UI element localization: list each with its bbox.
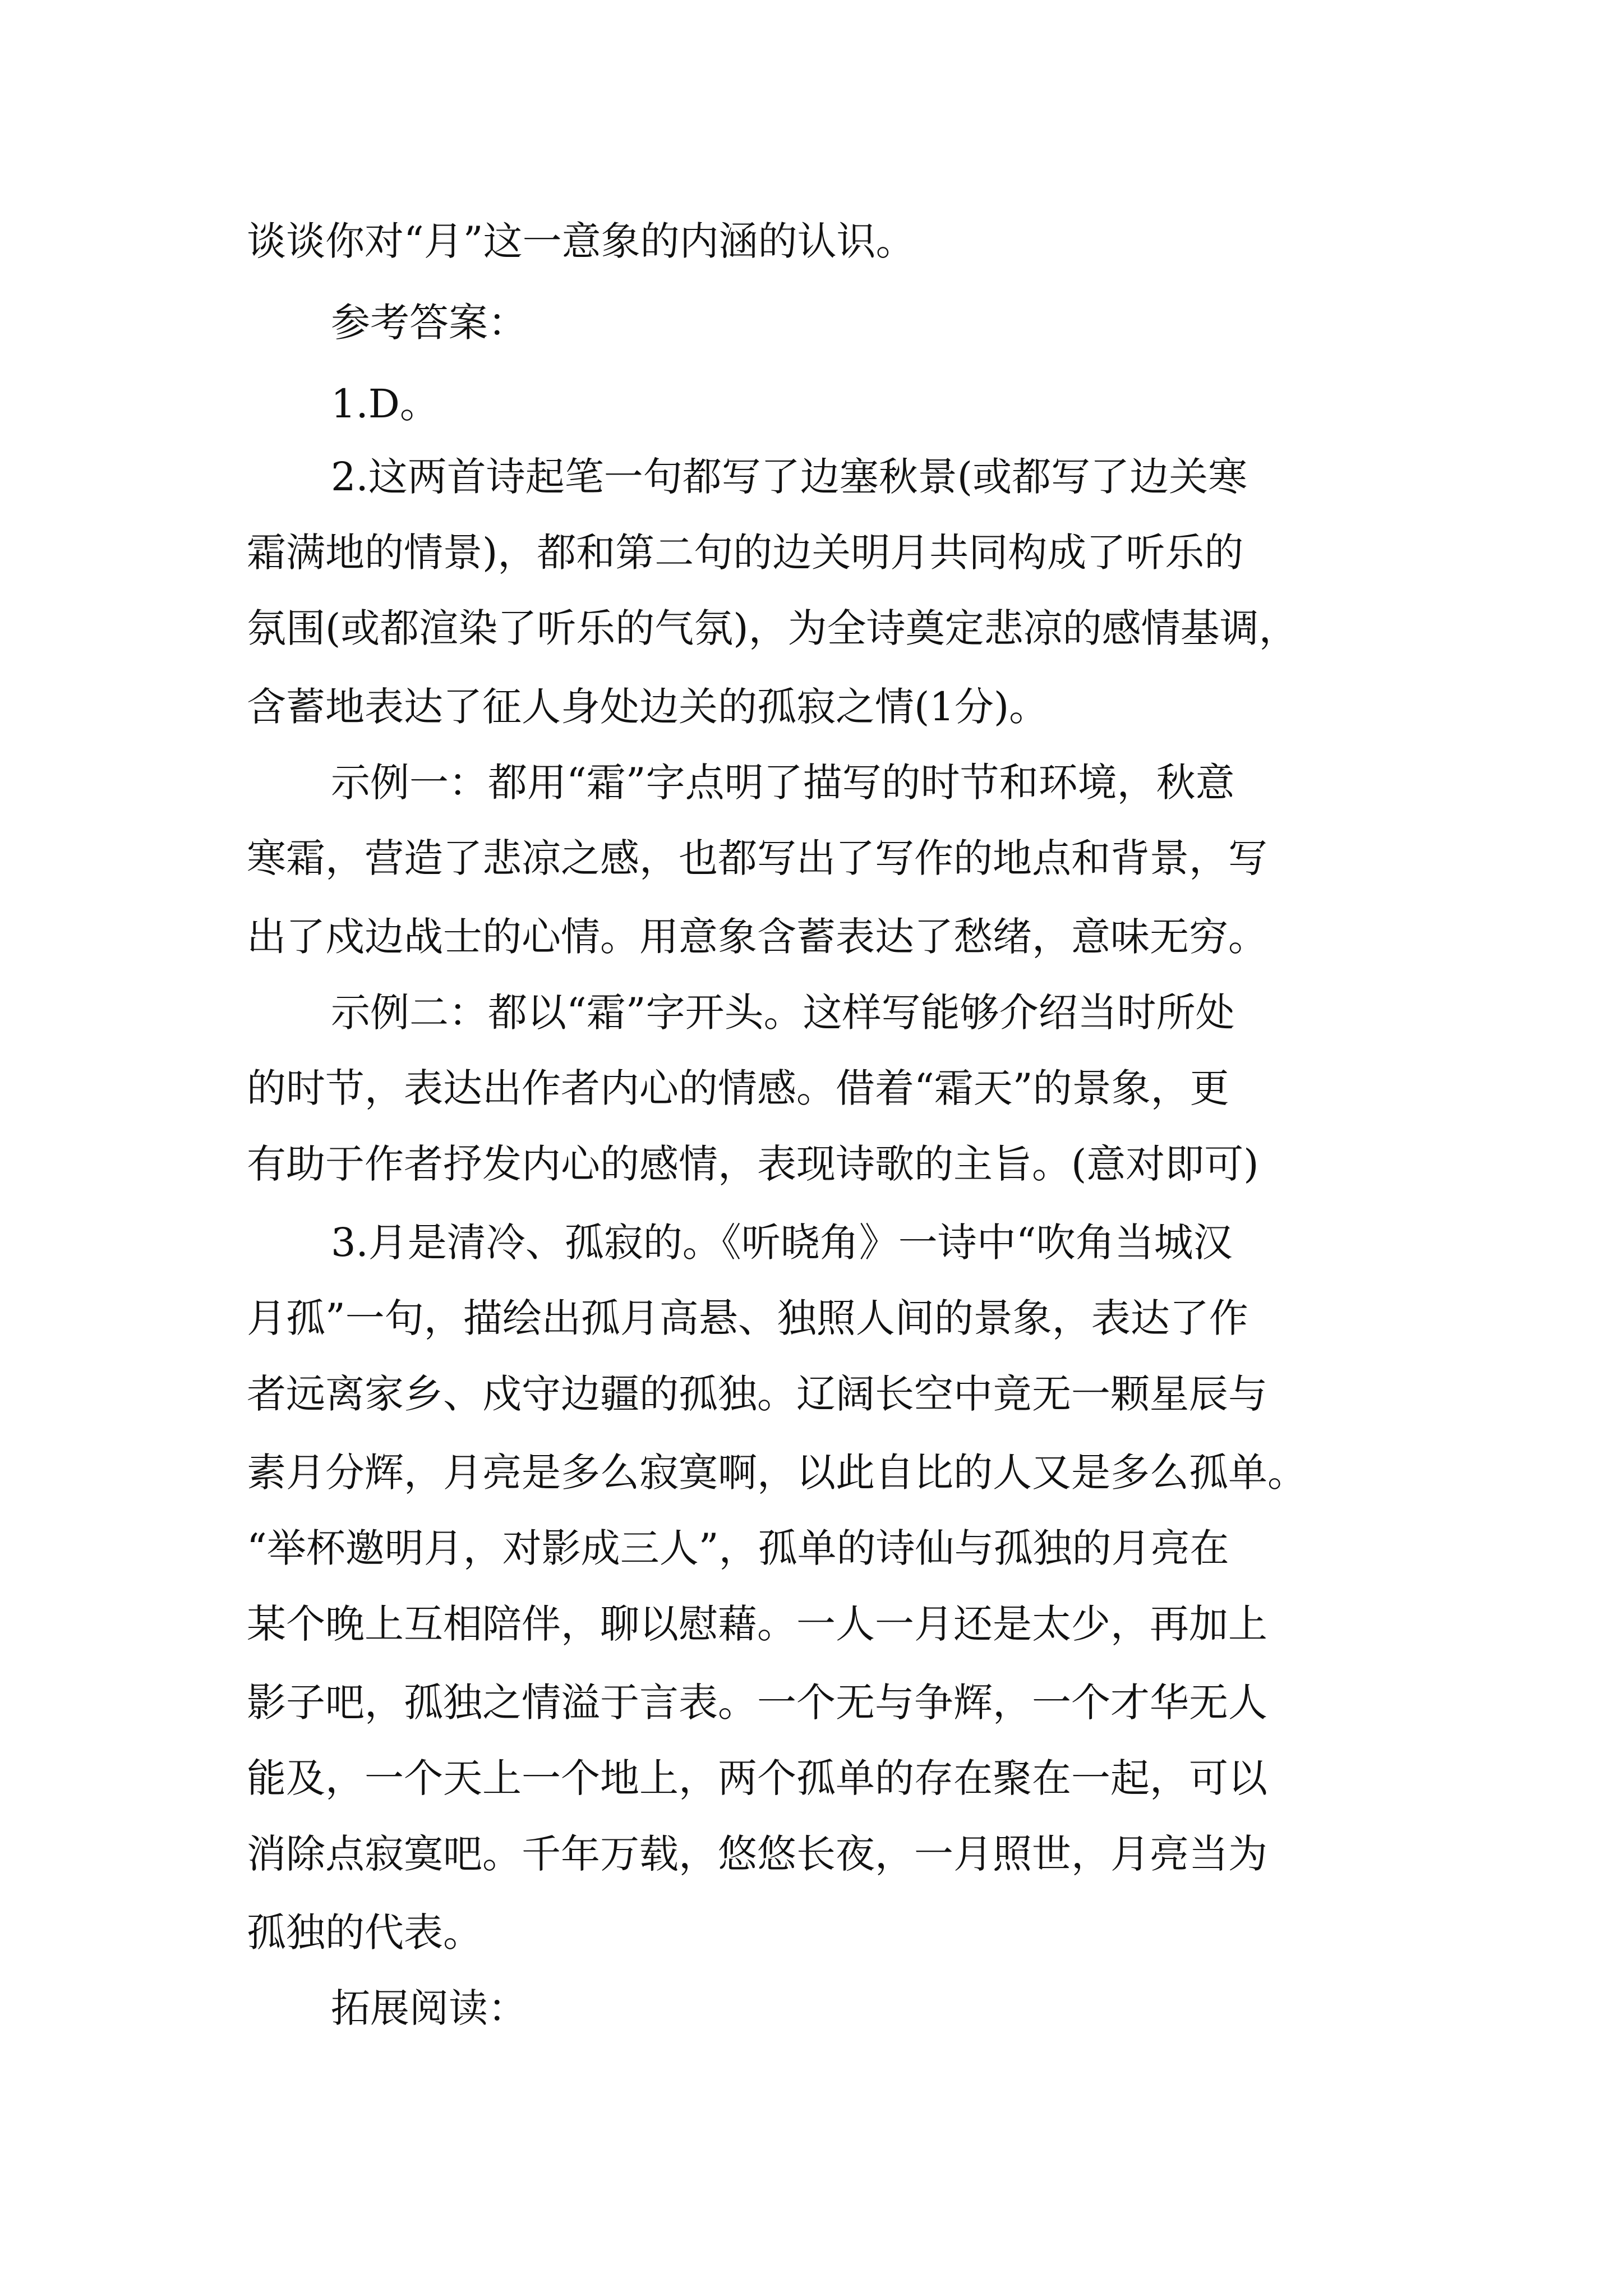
- text-line: 素月分辉，月亮是多么寂寞啊，以此自比的人又是多么孤单。: [247, 1450, 1307, 1496]
- text-line: 影子吧，孤独之情溢于言表。一个无与争辉，一个才华无人: [247, 1680, 1267, 1726]
- text-line: 示例二：都以“霜”字开头。这样写能够介绍当时所处: [331, 990, 1235, 1036]
- text-line: 谈谈你对“月”这一意象的内涵的认识。: [247, 218, 915, 264]
- text-line: “举杯邀明月，对影成三人”，孤单的诗仙与孤独的月亮在: [247, 1525, 1229, 1571]
- text-line: 2.这两首诗起笔一句都写了边塞秋景(或都写了边关寒: [331, 454, 1248, 500]
- text-line: 氛围(或都渲染了听乐的气氛)，为全诗奠定悲凉的感情基调，: [247, 605, 1298, 651]
- text-line: 某个晚上互相陪伴，聊以慰藉。一人一月还是太少，再加上: [247, 1601, 1267, 1647]
- text-line: 者远离家乡、戍守边疆的孤独。辽阔长空中竟无一颗星辰与: [247, 1371, 1267, 1417]
- text-line: 月孤”一句，描绘出孤月高悬、独照人间的景象，表达了作: [247, 1295, 1248, 1341]
- text-line: 3.月是清冷、孤寂的。《听晓角》一诗中“吹角当城汉: [331, 1220, 1233, 1266]
- text-line: 寒霜，营造了悲凉之感，也都写出了写作的地点和背景，写: [247, 835, 1267, 881]
- text-line: 的时节，表达出作者内心的情感。借着“霜天”的景象，更: [247, 1065, 1229, 1111]
- text-line: 能及，一个天上一个地上，两个孤单的存在聚在一起，可以: [247, 1755, 1267, 1801]
- text-line: 有助于作者抒发内心的感情，表现诗歌的主旨。(意对即可): [247, 1141, 1259, 1187]
- extended-reading-heading: 拓展阅读：: [331, 1985, 527, 2031]
- text-line: 1.D。: [331, 381, 439, 427]
- text-line: 消除点寂寞吧。千年万载，悠悠长夜，一月照世，月亮当为: [247, 1831, 1267, 1877]
- text-line: 霜满地的情景)，都和第二句的边关明月共同构成了听乐的: [247, 530, 1244, 576]
- text-line: 示例一：都用“霜”字点明了描写的时节和环境，秋意: [331, 760, 1235, 806]
- text-line: 含蓄地表达了征人身处边关的孤寂之情(1分)。: [247, 684, 1049, 730]
- answer-heading: 参考答案：: [331, 300, 527, 346]
- text-line: 孤独的代表。: [247, 1910, 482, 1955]
- text-line: 出了戍边战士的心情。用意象含蓄表达了愁绪，意味无穷。: [247, 914, 1267, 960]
